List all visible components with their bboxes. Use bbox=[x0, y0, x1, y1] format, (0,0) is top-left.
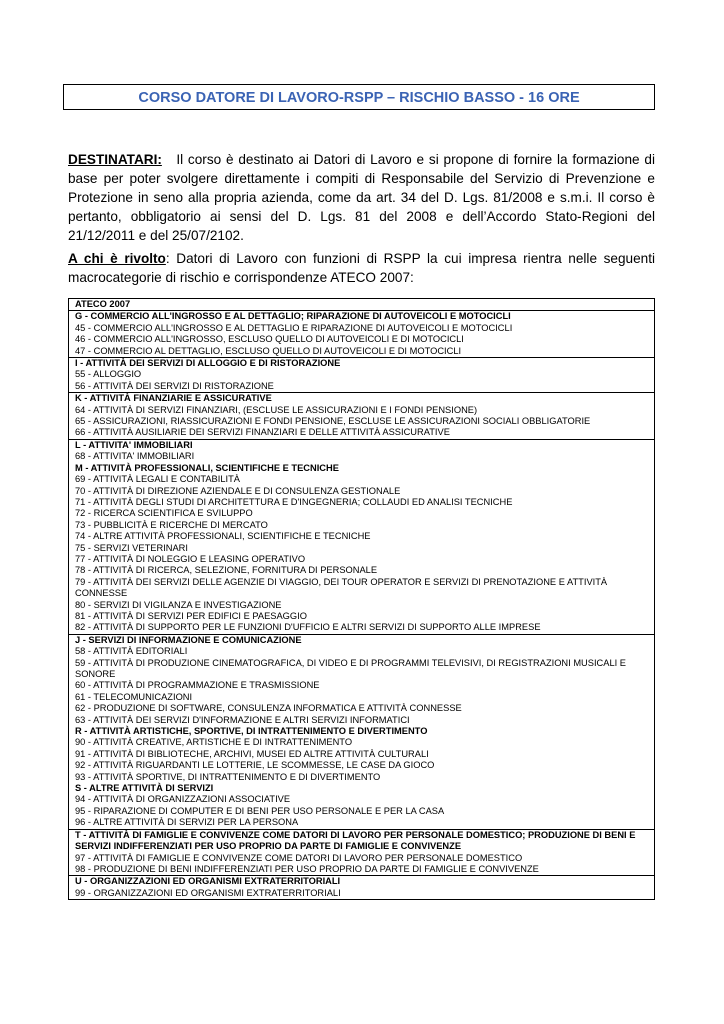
ateco-section-row bbox=[69, 829, 655, 876]
ateco-code-line: 45 - COMMERCIO ALL'INGROSSO E AL DETTAGLIO E RIPARAZIONE DI AUTOVEICOLI E MOTOCICLI bbox=[75, 322, 513, 333]
ateco-code-line: 61 - TELECOMUNICAZIONI bbox=[75, 691, 193, 702]
ateco-section-row bbox=[69, 393, 655, 440]
ateco-code-line: 74 - ALTRE ATTIVITÀ PROFESSIONALI, SCIENTIFICHE E TECNICHE bbox=[75, 531, 371, 542]
ateco-code-line: 92 - ATTIVITÀ RIGUARDANTI LE LOTTERIE, LE SCOMMESSE, LE CASE DA GIOCO bbox=[75, 760, 435, 771]
destinatari-text: Il corso è destinato ai Datori di Lavoro e si propone di fornire la formazione di base per poter svolgere direttamente i compiti di Responsabile del Servizio di Prevenzione e Protezione in seno alla propria azienda, come da art. 34 del D. Lgs. 81/2008 e s.m.i. Il corso è pertanto, obbligatorio ai sensi del D. Lgs. 81 del 2008 e dell’Accordo Stato-Regioni del 21/12/2011 e del 25/07/2102. bbox=[68, 152, 655, 243]
ateco-section-cell bbox=[69, 393, 655, 440]
ateco-code-line: 72 - RICERCA SCIENTIFICA E SVILUPPO bbox=[75, 508, 253, 519]
ateco-category-heading: G - COMMERCIO ALL'INGROSSO E AL DETTAGLIO; RIPARAZIONE DI AUTOVEICOLI E MOTOCICLI bbox=[75, 311, 511, 322]
destinatari-label: DESTINATARI: bbox=[68, 152, 162, 167]
ateco-code-line: 99 - ORGANIZZAZIONI ED ORGANISMI EXTRATERRITORIALI bbox=[75, 887, 341, 898]
ateco-category-heading: K - ATTIVITÀ FINANZIARIE E ASSICURATIVE bbox=[75, 393, 272, 404]
ateco-table bbox=[68, 298, 655, 900]
ateco-code-line: 64 - ATTIVITÀ DI SERVIZI FINANZIARI, (ESCLUSE LE ASSICURAZIONI E I FONDI PENSIONE) bbox=[75, 404, 478, 415]
ateco-category-heading: M - ATTIVITÀ PROFESSIONALI, SCIENTIFICHE E TECNICHE bbox=[75, 462, 339, 473]
ateco-code-line: 56 - ATTIVITÀ DEI SERVIZI DI RISTORAZIONE bbox=[75, 380, 274, 391]
ateco-code-line: 94 - ATTIVITÀ DI ORGANIZZAZIONI ASSOCIATIVE bbox=[75, 794, 291, 805]
ateco-section-cell bbox=[69, 311, 655, 358]
ateco-code-line: 80 - SERVIZI DI VIGILANZA E INVESTIGAZIONE bbox=[75, 599, 282, 610]
course-title-box bbox=[63, 84, 655, 110]
ateco-code-line: 59 - ATTIVITÀ DI PRODUZIONE CINEMATOGRAFICA, DI VIDEO E DI PROGRAMMI TELEVISIVI, DI REGISTRAZIONI MUSICALI E SONORE bbox=[75, 657, 627, 679]
destinatari-paragraph bbox=[68, 150, 655, 245]
ateco-section-row bbox=[69, 876, 655, 900]
target-paragraph bbox=[68, 249, 655, 287]
ateco-header-row bbox=[69, 299, 655, 311]
ateco-section-cell bbox=[69, 876, 655, 900]
ateco-code-line: 96 - ALTRE ATTIVITÀ DI SERVIZI PER LA PERSONA bbox=[75, 817, 299, 828]
ateco-section-cell bbox=[69, 439, 655, 634]
ateco-code-line: 93 - ATTIVITÀ SPORTIVE, DI INTRATTENIMENTO E DI DIVERTIMENTO bbox=[75, 771, 381, 782]
ateco-header-cell: ATECO 2007 bbox=[69, 299, 655, 311]
ateco-code-line: 55 - ALLOGGIO bbox=[75, 369, 142, 380]
ateco-code-line: 63 - ATTIVITÀ DEI SERVIZI D'INFORMAZIONE E ALTRI SERVIZI INFORMATICI bbox=[75, 714, 410, 725]
ateco-code-line: 73 - PUBBLICITÀ E RICERCHE DI MERCATO bbox=[75, 519, 268, 530]
ateco-code-line: 90 - ATTIVITÀ CREATIVE, ARTISTICHE E DI INTRATTENIMENTO bbox=[75, 737, 353, 748]
ateco-code-line: 81 - ATTIVITÀ DI SERVIZI PER EDIFICI E PAESAGGIO bbox=[75, 610, 307, 621]
ateco-code-line: 98 - PRODUZIONE DI BENI INDIFFERENZIATI PER USO PROPRIO DA PARTE DI FAMIGLIE E CONVIVENZE bbox=[75, 863, 539, 874]
ateco-section-row bbox=[69, 634, 655, 829]
ateco-section-cell bbox=[69, 634, 655, 829]
ateco-section-cell bbox=[69, 358, 655, 393]
ateco-category-heading: S - ALTRE ATTIVITÀ DI SERVIZI bbox=[75, 783, 214, 794]
target-label: A chi è rivolto bbox=[68, 251, 166, 266]
ateco-code-line: 60 - ATTIVITÀ DI PROGRAMMAZIONE E TRASMISSIONE bbox=[75, 680, 320, 691]
ateco-code-line: 68 - ATTIVITA' IMMOBILIARI bbox=[75, 451, 195, 462]
ateco-code-line: 70 - ATTIVITÀ DI DIREZIONE AZIENDALE E DI CONSULENZA GESTIONALE bbox=[75, 485, 401, 496]
ateco-code-line: 58 - ATTIVITÀ EDITORIALI bbox=[75, 646, 188, 657]
ateco-code-line: 82 - ATTIVITÀ DI SUPPORTO PER LE FUNZIONI D'UFFICIO E ALTRI SERVIZI DI SUPPORTO ALLE IMPRESE bbox=[75, 622, 541, 633]
ateco-code-line: 46 - COMMERCIO ALL'INGROSSO, ESCLUSO QUELLO DI AUTOVEICOLI E DI MOTOCICLI bbox=[75, 334, 464, 345]
ateco-code-line: 69 - ATTIVITÀ LEGALI E CONTABILITÀ bbox=[75, 474, 240, 485]
ateco-code-line: 79 - ATTIVITÀ DEI SERVIZI DELLE AGENZIE DI VIAGGIO, DEI TOUR OPERATOR E SERVIZI DI PRENOTAZIONE E ATTIVITÀ CONNESSE bbox=[75, 576, 608, 599]
ateco-section-row bbox=[69, 439, 655, 634]
ateco-category-heading: I - ATTIVITÀ DEI SERVIZI DI ALLOGGIO E DI RISTORAZIONE bbox=[75, 358, 341, 369]
ateco-category-heading: U - ORGANIZZAZIONI ED ORGANISMI EXTRATERRITORIALI bbox=[75, 876, 341, 887]
target-text: : Datori di Lavoro con funzioni di RSPP la cui impresa rientra nelle seguenti macrocategorie di rischio e corrispondenze ATECO 2007: bbox=[68, 251, 655, 285]
ateco-category-heading: L - ATTIVITA' IMMOBILIARI bbox=[75, 439, 193, 450]
course-title: CORSO DATORE DI LAVORO-RSPP – RISCHIO BASSO - 16 ORE bbox=[138, 90, 580, 106]
ateco-code-line: 62 - PRODUZIONE DI SOFTWARE, CONSULENZA INFORMATICA E ATTIVITÀ CONNESSE bbox=[75, 703, 462, 714]
ateco-section-row bbox=[69, 311, 655, 358]
ateco-code-line: 71 - ATTIVITÀ DEGLI STUDI DI ARCHITETTURA E D'INGEGNERIA; COLLAUDI ED ANALISI TECNICHE bbox=[75, 496, 513, 507]
ateco-code-line: 97 - ATTIVITÀ DI FAMIGLIE E CONVIVENZE COME DATORI DI LAVORO PER PERSONALE DOMESTICO bbox=[75, 852, 523, 863]
ateco-code-line: 65 - ASSICURAZIONI, RIASSICURAZIONI E FONDI PENSIONE, ESCLUSE LE ASSICURAZIONI SOCIALI OBBLIGATORIE bbox=[75, 416, 591, 427]
ateco-code-line: 95 - RIPARAZIONE DI COMPUTER E DI BENI PER USO PERSONALE E PER LA CASA bbox=[75, 805, 445, 816]
ateco-code-line: 91 - ATTIVITÀ DI BIBLIOTECHE, ARCHIVI, MUSEI ED ALTRE ATTIVITÀ CULTURALI bbox=[75, 748, 429, 759]
ateco-code-line: 47 - COMMERCIO AL DETTAGLIO, ESCLUSO QUELLO DI AUTOVEICOLI E DI MOTOCICLI bbox=[75, 345, 462, 356]
ateco-section-cell bbox=[69, 829, 655, 876]
ateco-category-heading: T - ATTIVITÀ DI FAMIGLIE E CONVIVENZE COME DATORI DI LAVORO PER PERSONALE DOMESTICO; PRODUZIONE DI BENI E SERVIZI INDIFFERENZIATI PER USO PROPRIO DA PARTE DI FAMIGLIE E CONVIVENZE bbox=[75, 829, 636, 852]
ateco-category-heading: R - ATTIVITÀ ARTISTICHE, SPORTIVE, DI INTRATTENIMENTO E DIVERTIMENTO bbox=[75, 726, 428, 737]
ateco-code-line: 75 - SERVIZI VETERINARI bbox=[75, 542, 188, 553]
ateco-code-line: 66 - ATTIVITÀ AUSILIARIE DEI SERVIZI FINANZIARI E DELLE ATTIVITÀ ASSICURATIVE bbox=[75, 427, 450, 438]
ateco-code-line: 77 - ATTIVITÀ DI NOLEGGIO E LEASING OPERATIVO bbox=[75, 553, 306, 564]
ateco-category-heading: J - SERVIZI DI INFORMAZIONE E COMUNICAZIONE bbox=[75, 634, 302, 645]
ateco-section-row bbox=[69, 358, 655, 393]
ateco-code-line: 78 - ATTIVITÀ DI RICERCA, SELEZIONE, FORNITURA DI PERSONALE bbox=[75, 565, 378, 576]
